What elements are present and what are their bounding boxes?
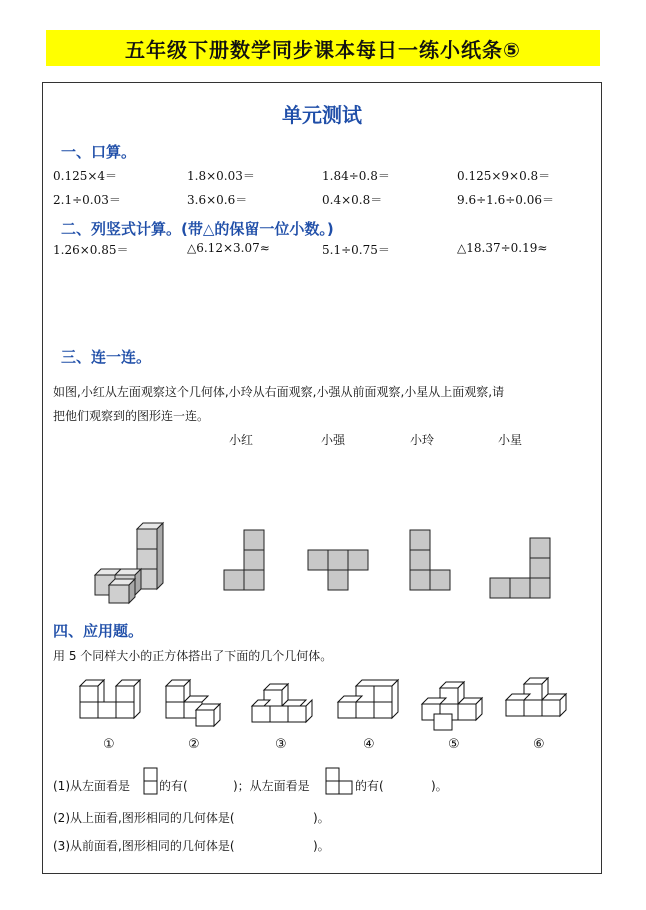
- question-3: (3)从前面看,图形相同的几何体是(: [53, 839, 235, 853]
- section3-title: 三、连一连。: [61, 348, 152, 366]
- view-shape-b: [307, 549, 369, 591]
- name-label: 小强: [321, 433, 346, 447]
- unit-title: 单元测试: [282, 103, 362, 127]
- calc-item: 1.84÷0.8＝: [322, 169, 390, 183]
- name-label: 小星: [498, 433, 523, 447]
- question-3-end: )。: [313, 839, 330, 853]
- question-2: (2)从上面看,图形相同的几何体是(: [53, 811, 235, 825]
- figure-label: ②: [188, 737, 200, 752]
- section1-title: 一、口算。: [61, 143, 137, 161]
- view-shape-c: [409, 529, 453, 591]
- calc-item: 1.8×0.03＝: [187, 169, 255, 183]
- calc-item: 2.1÷0.03＝: [53, 193, 121, 207]
- solid-figure-3: [251, 679, 313, 729]
- calc-item: 0.125×9×0.8＝: [457, 169, 551, 183]
- name-label: 小玲: [410, 433, 435, 447]
- solid-figure-2: [165, 677, 227, 727]
- figure-label: ③: [275, 737, 287, 752]
- shape-icon-three-block: [325, 767, 355, 797]
- calc-item: △18.37÷0.19≈: [457, 241, 548, 255]
- section4-intro: 用 5 个同样大小的正方体搭出了下面的几个几何体。: [53, 649, 333, 663]
- figure-label: ⑥: [533, 737, 545, 752]
- section3-text: 把他们观察到的图形连一连。: [53, 409, 210, 423]
- shape-icon-two-stack: [143, 767, 159, 797]
- section3-text: 如图,小红从左面观察这个几何体,小玲从右面观察,小强从前面观察,小星从上面观察,请: [53, 385, 505, 399]
- question-1-part: )。: [431, 779, 448, 793]
- question-1-part: (1)从左面看是: [53, 779, 130, 793]
- view-shape-d: [489, 537, 551, 599]
- question-1-part: 的有(: [355, 779, 384, 793]
- worksheet-frame: [42, 82, 602, 874]
- cube-solid-figure: [91, 523, 171, 605]
- calc-item: 3.6×0.6＝: [187, 193, 248, 207]
- calc-item: 0.125×4＝: [53, 169, 118, 183]
- calc-item: 5.1÷0.75＝: [322, 243, 390, 257]
- figure-label: ④: [363, 737, 375, 752]
- name-label: 小红: [229, 433, 254, 447]
- solid-figure-1: [79, 677, 141, 721]
- question-2-end: )。: [313, 811, 330, 825]
- calc-item: 9.6÷1.6÷0.06＝: [457, 193, 554, 207]
- figure-label: ①: [103, 737, 115, 752]
- solid-figure-5: [421, 679, 483, 731]
- section4-title: 四、应用题。: [53, 622, 144, 640]
- section2-title: 二、列竖式计算。(带△的保留一位小数。): [61, 220, 334, 238]
- header-banner: [46, 30, 600, 66]
- solid-figure-4: [337, 677, 403, 723]
- solid-figure-6: [505, 675, 569, 721]
- view-shape-a: [223, 529, 267, 591]
- calc-item: 0.4×0.8＝: [322, 193, 383, 207]
- header-title: 五年级下册数学同步课本每日一练小纸条⑤: [125, 37, 521, 62]
- calc-item: △6.12×3.07≈: [187, 241, 270, 255]
- calc-item: 1.26×0.85＝: [53, 243, 129, 257]
- question-1-part: 的有(: [159, 779, 188, 793]
- question-1-part: )；从左面看是: [233, 779, 310, 793]
- figure-label: ⑤: [448, 737, 460, 752]
